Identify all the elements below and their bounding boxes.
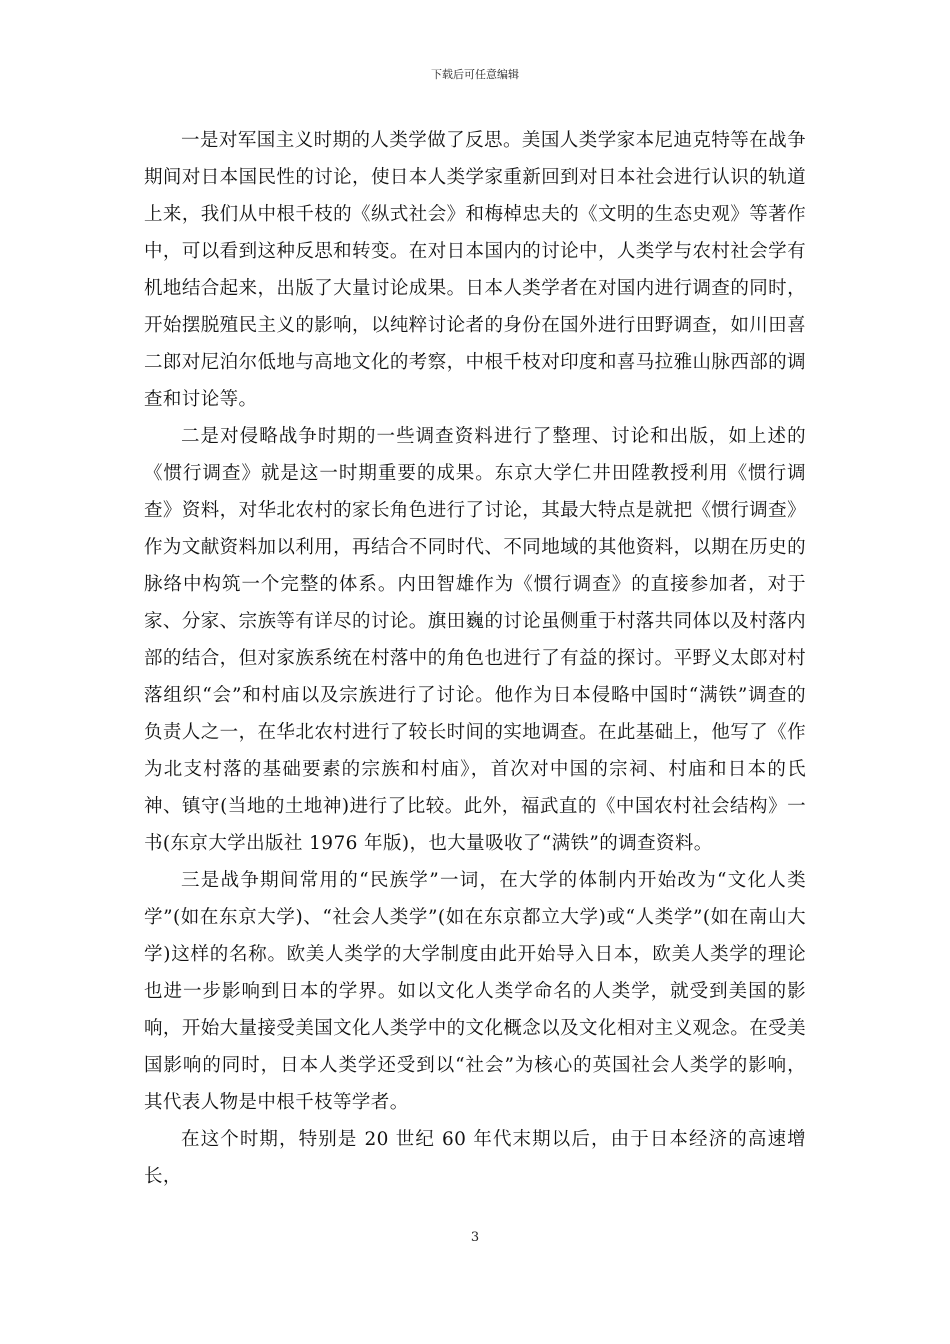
page-number: 3 [470,1230,480,1245]
paragraph-2: 二是对侵略战争时期的一些调查资料进行了整理、讨论和出版，如上述的《惯行调查》就是这一时期重要的成果。东京大学仁井田陞教授利用《惯行调查》资料，对华北农村的家长角色进行了讨论，其最大特点是就把《惯行调查》作为文献资料加以利用，再结合不同时代、不同地域的其他资料，以期在历史的脉络中构筑一个完整的体系。内田智雄作为《惯行调查》的直接参加者，对于家、分家、宗族等有详尽的讨论。旗田巍的讨论虽侧重于村落共同体以及村落内部的结合，但对家族系统在村落中的角色也进行了有益的探讨。平野义太郎对村落组织“会”和村庙以及宗族进行了讨论。他作为日本侵略中国时“满铁”调查的负责人之一，在华北农村进行了较长时间的实地调查。在此基础上，他写了《作为北支村落的基础要素的宗族和村庙》，首次对中国的宗祠、村庙和日本的氏神、镇守(当地的土地神)进行了比较。此外，福武直的《中国农村社会结构》一书(东京大学出版社 1976 年版)，也大量吸收了“满铁”的调查资料。 [144,426,806,854]
paragraph-1: 一是对军国主义时期的人类学做了反思。美国人类学家本尼迪克特等在战争期间对日本国民性的讨论，使日本人类学家重新回到对日本社会进行认识的轨道上来，我们从中根千枝的《纵式社会》和梅棹忠夫的《文明的生态史观》等著作中，可以看到这种反思和转变。在对日本国内的讨论中，人类学与农村社会学有机地结合起来，出版了大量讨论成果。日本人类学者在对国内进行调查的同时，开始摆脱殖民主义的影响，以纯粹讨论者的身份在国外进行田野调查，如川田喜二郎对尼泊尔低地与高地文化的考察，中根千枝对印度和喜马拉雅山脉西部的调查和讨论等。 [144,130,806,410]
paragraph-4: 在这个时期，特别是 20 世纪 60 年代末期以后，由于日本经济的高速增长， [144,1129,806,1187]
header-note: 下载后可任意编辑 [431,68,519,81]
body-text [144,122,806,1195]
paragraph-3: 三是战争期间常用的“民族学”一词，在大学的体制内开始改为“文化人类学”(如在东京大学)、“社会人类学”(如在东京都立大学)或“人类学”(如在南山大学)这样的名称。欧美人类学的大学制度由此开始导入日本，欧美人类学的理论也进一步影响到日本的学界。如以文化人类学命名的人类学，就受到美国的影响，开始大量接受美国文化人类学中的文化概念以及文化相对主义观念。在受美国影响的同时，日本人类学还受到以“社会”为核心的英国社会人类学的影响，其代表人物是中根千枝等学者。 [144,870,806,1113]
